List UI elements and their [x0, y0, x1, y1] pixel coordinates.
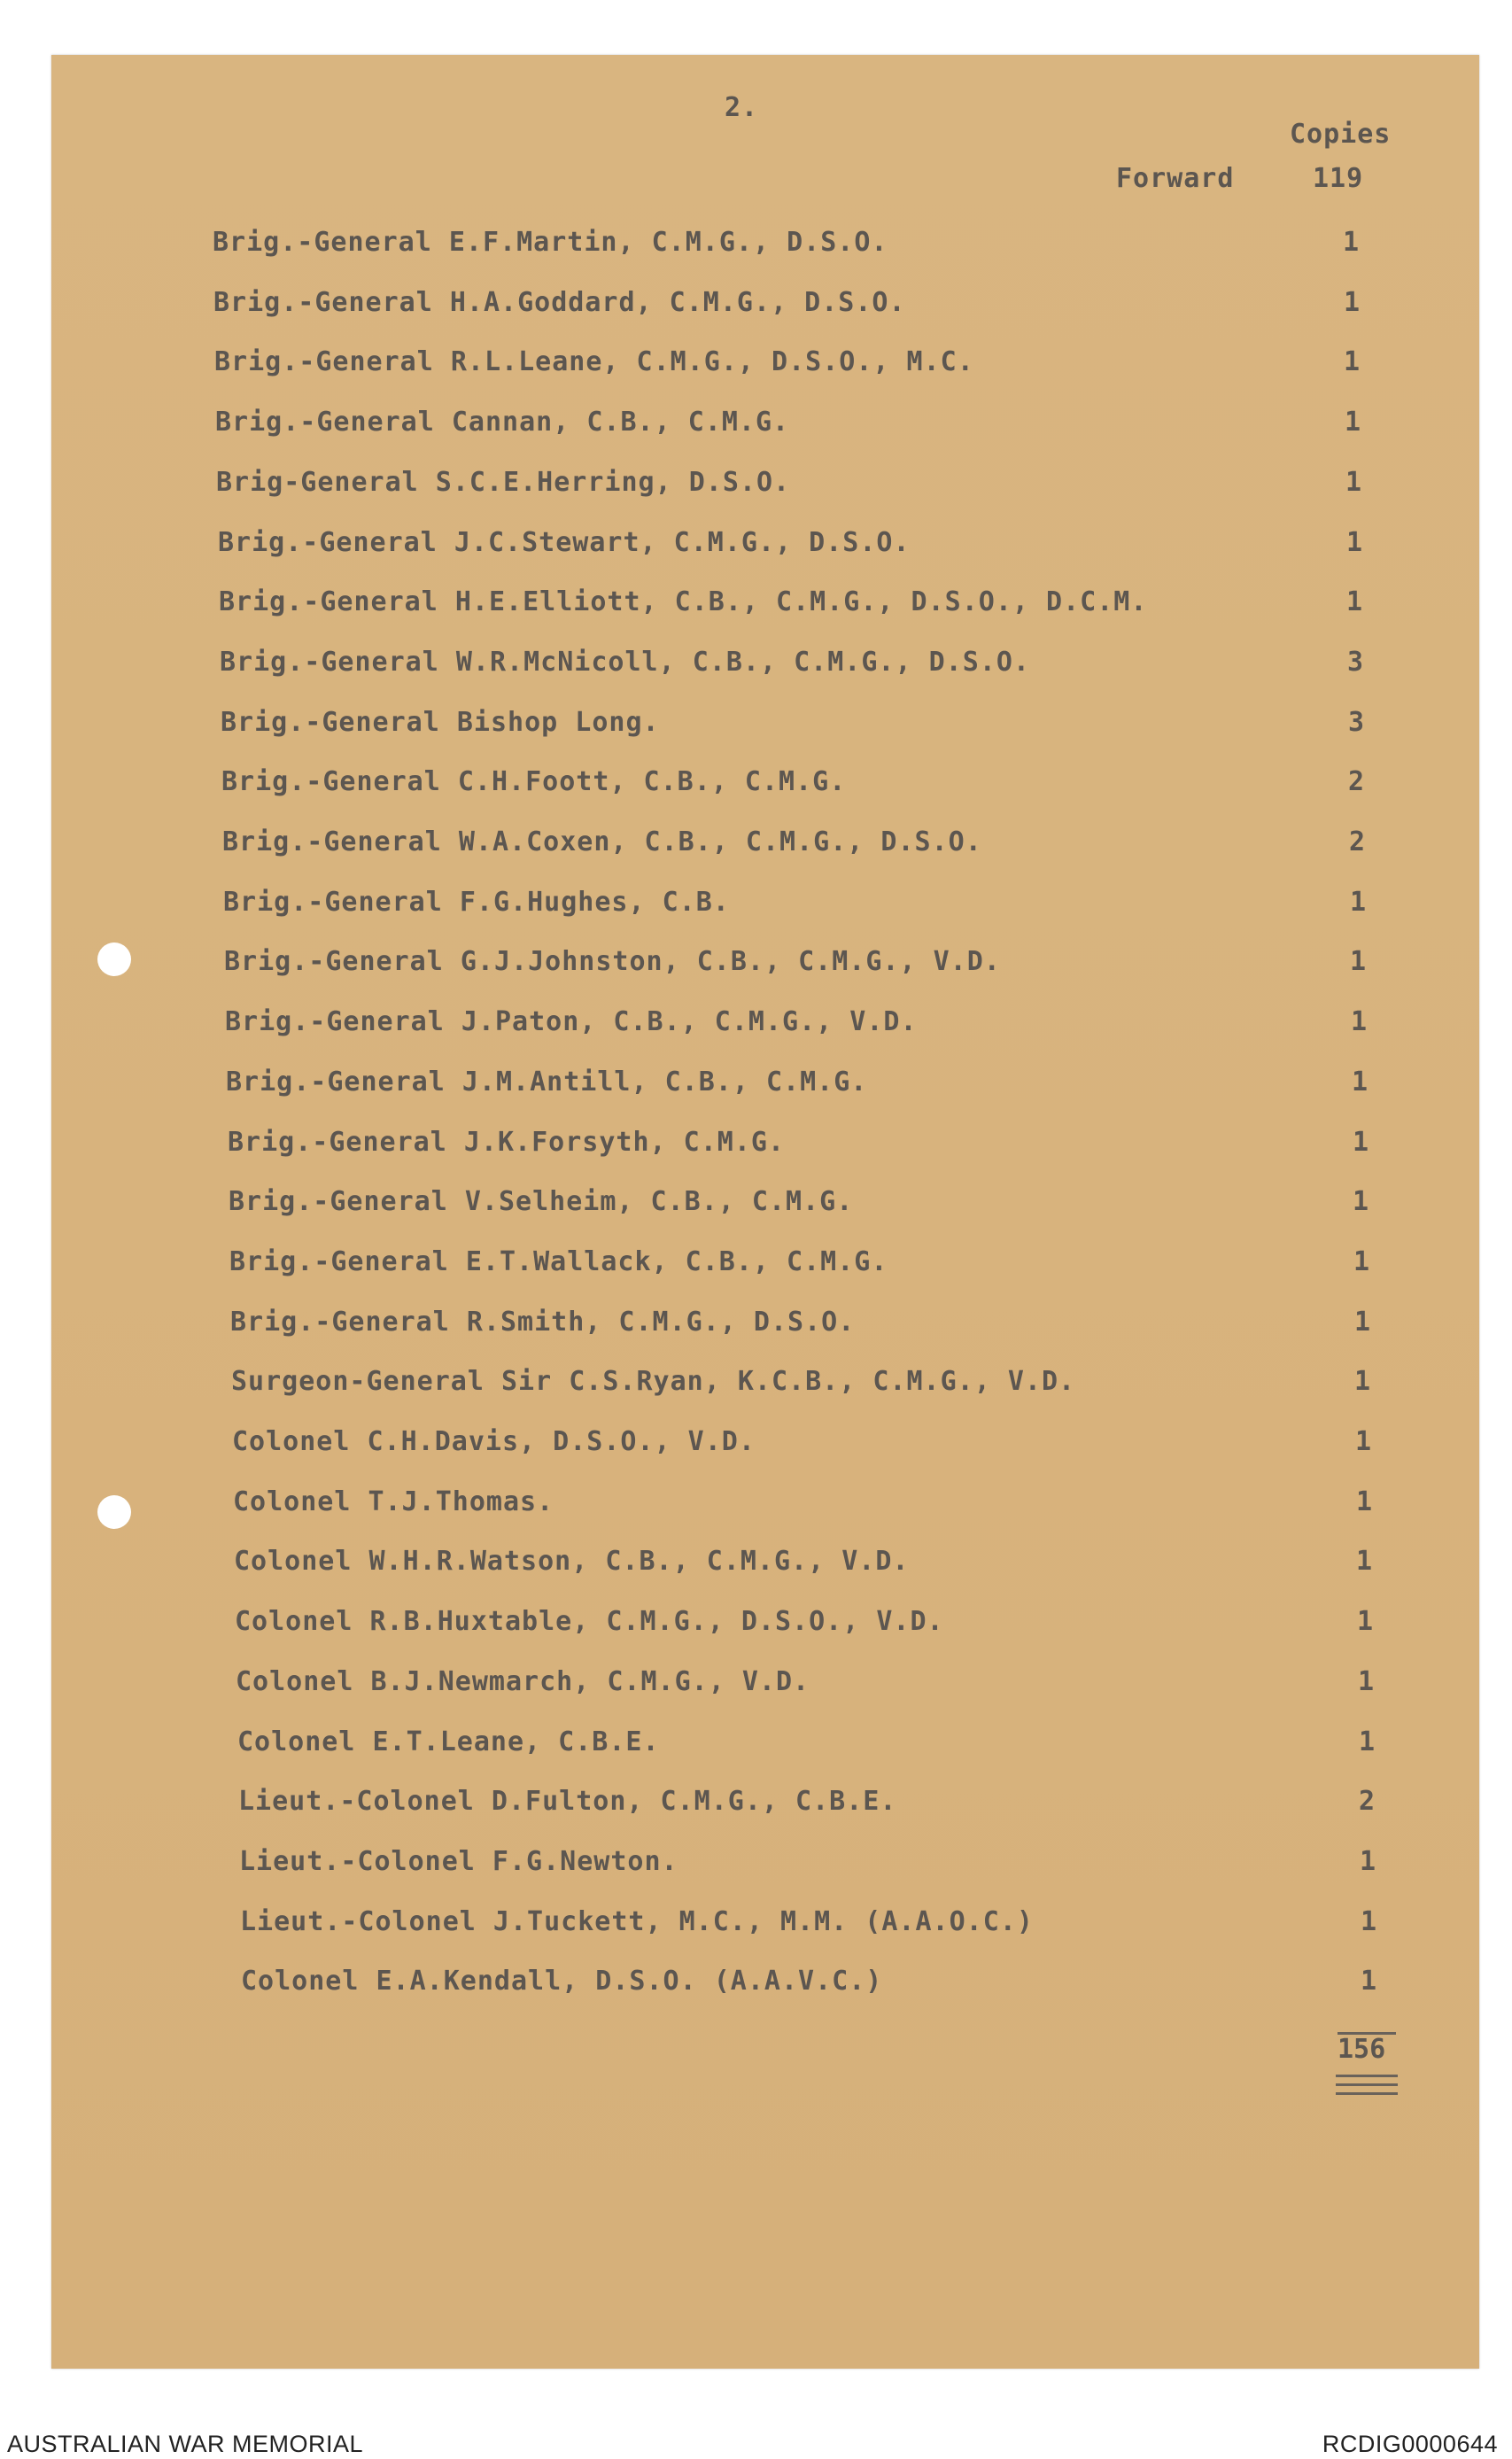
recipient-copies: 1: [1361, 1966, 1378, 1997]
recipient-name: Colonel E.T.Leane, C.B.E.: [237, 1726, 660, 1757]
recipient-copies: 1: [1356, 1486, 1374, 1517]
recipient-name: Brig.-General Cannan, C.B., C.M.G.: [215, 407, 790, 438]
recipient-copies: 1: [1344, 346, 1361, 377]
recipient-name: Brig.-General J.M.Antill, C.B., C.M.G.: [226, 1067, 868, 1098]
recipient-copies: 1: [1353, 1186, 1370, 1217]
recipient-copies: 1: [1353, 1127, 1370, 1158]
recipient-copies: 1: [1352, 1067, 1369, 1098]
footer-source: AUSTRALIAN WAR MEMORIAL: [7, 2431, 364, 2457]
recipient-name: Colonel W.H.R.Watson, C.B., C.M.G., V.D.: [234, 1546, 910, 1577]
recipient-name: Brig.-General W.R.McNicoll, C.B., C.M.G., D.S.O.: [220, 647, 1030, 678]
recipient-name: Colonel E.A.Kendall, D.S.O. (A.A.V.C.): [241, 1966, 883, 1997]
recipient-copies: 1: [1345, 407, 1362, 438]
recipient-name: Brig.-General Bishop Long.: [221, 707, 660, 738]
recipient-name: Brig.-General G.J.Johnston, C.B., C.M.G., V.D.: [224, 946, 1001, 977]
total-copies: 156: [1338, 2034, 1386, 2065]
recipient-copies: 1: [1345, 467, 1363, 498]
recipient-name: Brig.-General H.A.Goddard, C.M.G., D.S.O.: [213, 287, 906, 318]
recipient-name: Surgeon-General Sir C.S.Ryan, K.C.B., C.M.G., V.D.: [231, 1366, 1076, 1397]
recipient-name: Brig.-General E.F.Martin, C.M.G., D.S.O.: [213, 227, 888, 258]
recipient-name: Brig.-General J.Paton, C.B., C.M.G., V.D.: [225, 1006, 918, 1037]
recipient-name: Colonel T.J.Thomas.: [233, 1486, 554, 1517]
punch-hole-lower: [97, 1495, 131, 1529]
recipient-copies: 1: [1356, 1546, 1374, 1577]
recipient-name: Brig.-General W.A.Coxen, C.B., C.M.G., D.S.O.: [222, 826, 982, 857]
recipient-name: Brig.-General J.C.Stewart, C.M.G., D.S.O.: [218, 527, 911, 558]
recipient-copies: 2: [1359, 1786, 1376, 1817]
recipient-copies: 1: [1343, 227, 1361, 258]
recipient-name: Colonel C.H.Davis, D.S.O., V.D.: [232, 1426, 756, 1457]
forward-value: 119: [1313, 163, 1364, 194]
recipient-copies: 1: [1350, 887, 1368, 918]
recipient-name: Brig.-General C.H.Foott, C.B., C.M.G.: [221, 766, 847, 797]
recipient-name: Brig.-General R.Smith, C.M.G., D.S.O.: [230, 1307, 856, 1338]
recipient-copies: 1: [1355, 1426, 1373, 1457]
recipient-copies: 1: [1351, 1006, 1369, 1037]
recipient-copies: 1: [1357, 1606, 1375, 1637]
recipient-copies: 3: [1348, 707, 1366, 738]
recipient-name: Brig.-General H.E.Elliott, C.B., C.M.G., D.S.O., D.C.M.: [219, 586, 1148, 617]
recipient-copies: 2: [1349, 826, 1367, 857]
recipient-name: Lieut.-Colonel J.Tuckett, M.C., M.M. (A.A.O.C.): [240, 1906, 1034, 1937]
recipient-name: Colonel R.B.Huxtable, C.M.G., D.S.O., V.D.: [235, 1606, 944, 1637]
recipient-copies: 1: [1346, 586, 1364, 617]
total-double-rule-3: [1336, 2092, 1398, 2095]
total-double-rule-2: [1336, 2083, 1398, 2086]
recipient-copies: 1: [1344, 287, 1361, 318]
recipient-name: Brig.-General V.Selheim, C.B., C.M.G.: [229, 1186, 854, 1217]
recipient-name: Lieut.-Colonel D.Fulton, C.M.G., C.B.E.: [238, 1786, 897, 1817]
recipient-copies: 2: [1348, 766, 1366, 797]
recipient-copies: 1: [1354, 1366, 1372, 1397]
recipient-copies: 1: [1358, 1666, 1376, 1697]
recipient-copies: 1: [1359, 1726, 1376, 1757]
recipient-copies: 1: [1361, 1906, 1378, 1937]
recipient-name: Colonel B.J.Newmarch, C.M.G., V.D.: [236, 1666, 810, 1697]
recipient-copies: 1: [1350, 946, 1368, 977]
recipient-name: Brig.-General E.T.Wallack, C.B., C.M.G.: [229, 1246, 888, 1277]
total-double-rule-1: [1336, 2075, 1398, 2077]
recipient-copies: 3: [1347, 647, 1365, 678]
footer-reference: RCDIG0000644: [1322, 2431, 1498, 2457]
recipient-copies: 1: [1360, 1846, 1377, 1877]
recipient-name: Brig.-General R.L.Leane, C.M.G., D.S.O., M.C.: [214, 346, 974, 377]
page-number: 2.: [725, 92, 759, 123]
recipient-name: Brig-General S.C.E.Herring, D.S.O.: [216, 467, 791, 498]
forward-label: Forward: [1116, 163, 1235, 194]
recipient-name: Brig.-General F.G.Hughes, C.B.: [223, 887, 730, 918]
recipient-copies: 1: [1354, 1307, 1372, 1338]
punch-hole-upper: [97, 942, 131, 976]
recipient-copies: 1: [1346, 527, 1364, 558]
recipient-name: Lieut.-Colonel F.G.Newton.: [239, 1846, 678, 1877]
recipient-copies: 1: [1353, 1246, 1371, 1277]
recipient-name: Brig.-General J.K.Forsyth, C.M.G.: [228, 1127, 786, 1158]
copies-heading: Copies: [1290, 119, 1392, 150]
